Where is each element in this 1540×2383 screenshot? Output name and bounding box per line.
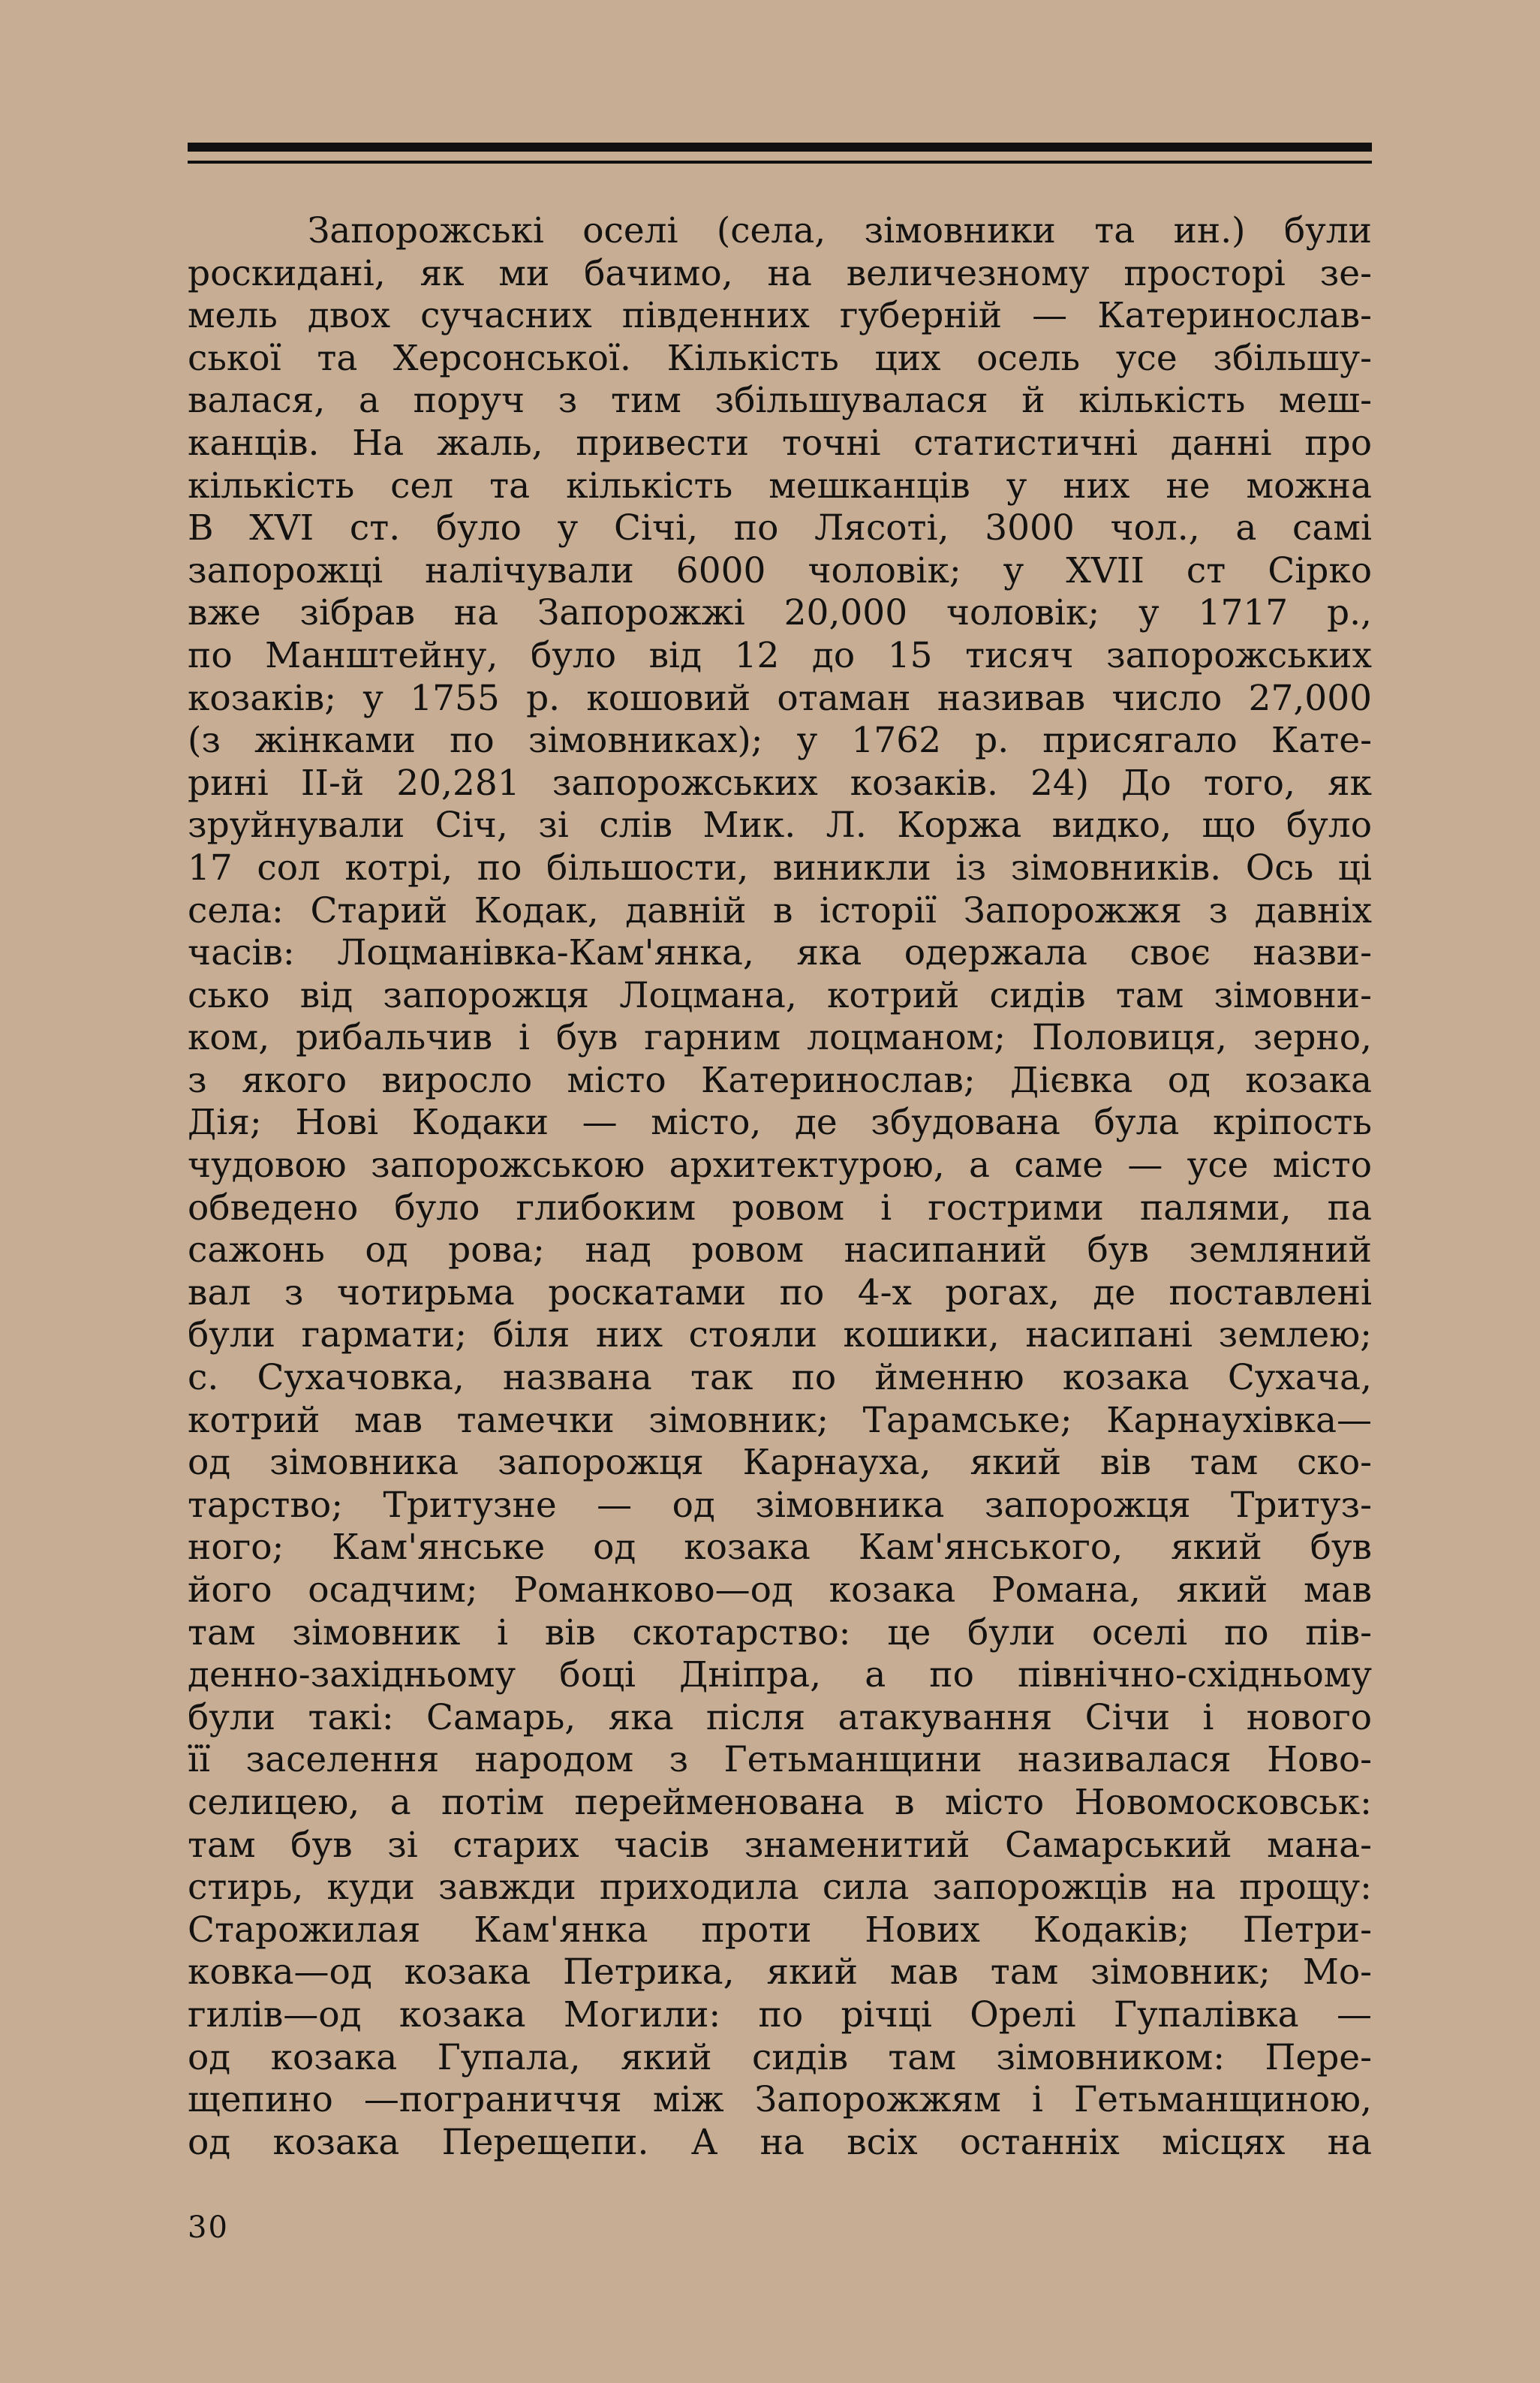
text-line: тарство; Тритузне — од зімовника запорожця Тритуз- [188,1484,1372,1526]
text-line: його осадчим; Романково—од козака Романа, який мав [188,1569,1372,1611]
text-line: (з жінками по зімовниках); у 1762 р. присягало Кате- [188,720,1372,762]
text-line: були такі: Самарь, яка після атакування Січи і нового [188,1696,1372,1738]
text-line: Старожилая Кам'янка проти Нових Кодаків; Петри- [188,1909,1372,1951]
text-line: кількість сел та кількість мешканців у них не можна [188,465,1372,507]
text-line: там зімовник і вів скотарство: це були оселі по пів- [188,1611,1372,1653]
text-line: сажонь од рова; над ровом насипаний був земляний [188,1229,1372,1271]
text-line: мель двох сучасних південних губерній — Катеринослав- [188,295,1372,337]
text-line: стирь, куди завжди приходила сила запорожців на прощу: [188,1867,1372,1909]
text-line: од козака Гупала, який сидів там зімовником: Пере- [188,2036,1372,2078]
text-line: котрий мав тамечки зімовник; Тарамське; Карнаухівка— [188,1399,1372,1441]
text-line: 17 сол котрі, по більшости, виникли із зімовників. Ось ці [188,847,1372,889]
page-number: 30 [188,2210,229,2245]
text-line: були гармати; біля них стояли кошики, насипані землею; [188,1314,1372,1356]
header-rule-thick [188,143,1372,152]
text-line: Запорожські оселі (села, зімовники та ин.) були [308,210,1372,251]
text-line: роскидані, як ми бачимо, на величезному просторі зе- [188,252,1372,294]
text-line: часів: Лоцманівка-Кам'янка, яка одержала своє назви- [188,932,1372,974]
text-line: канців. На жаль, привести точні статистичні данні про [188,422,1372,464]
text-line: Дія; Нові Кодаки — місто, де збудована була кріпость [188,1102,1372,1144]
text-line: од козака Перещепи. А на всіх останніх місцях на [188,2121,1372,2163]
text-line: В XVI ст. було у Січі, по Лясоті, 3000 чол., а самі [188,507,1372,549]
text-line: гилів—од козака Могили: по річці Орелі Гупалівка — [188,1993,1372,2035]
text-line: с. Сухачовка, названа так по йменню козака Сухача, [188,1357,1372,1399]
text-line: зруйнували Січ, зі слів Мик. Л. Коржа видко, що було [188,805,1372,847]
text-line: там був зі старих часів знаменитий Самарський мана- [188,1824,1372,1866]
text-line: денно-західньому боці Дніпра, а по північно-східньому [188,1654,1372,1696]
header-rule-thin [188,161,1372,164]
text-line: рині ІІ-й 20,281 запорожських козаків. 24) До того, як [188,762,1372,804]
text-line: козаків; у 1755 р. кошовий отаман називав число 27,000 [188,677,1372,719]
text-line: села: Старий Кодак, давній в історії Запорожжя з давніх [188,889,1372,931]
text-line: вже зібрав на Запорожжі 20,000 чоловік; у 1717 р., [188,592,1372,634]
text-line: ного; Кам'янське од козака Кам'янського, який був [188,1527,1372,1569]
text-line: по Манштейну, було від 12 до 15 тисяч запорожських [188,634,1372,676]
text-line: сько від запорожця Лоцмана, котрий сидів там зімовни- [188,974,1372,1016]
text-line: чудовою запорожською архитектурою, а саме — усе місто [188,1145,1372,1187]
text-line: од зімовника запорожця Карнауха, який вів там ско- [188,1442,1372,1484]
text-line: ком, рибальчив і був гарним лоцманом; Половиця, зерно, [188,1017,1372,1059]
text-line: ської та Херсонської. Кількість цих осель усе збільшу- [188,337,1372,379]
text-line: з якого виросло місто Катеринослав; Дієвка од козака [188,1059,1372,1101]
text-line: селицею, а потім перейменована в місто Новомосковськ: [188,1781,1372,1823]
text-line: валася, а поруч з тим збільшувалася й кількість меш- [188,380,1372,422]
text-line: запорожці налічували 6000 чоловік; у XVII ст Сірко [188,549,1372,591]
text-line: ковка—од козака Петрика, який мав там зімовник; Мо- [188,1951,1372,1993]
text-line: щепино —пограниччя між Запорожжям і Гетьманщиною, [188,2079,1372,2121]
text-line: обведено було глибоким ровом і гострими палями, па [188,1187,1372,1229]
body-text [188,210,1372,2164]
text-line: вал з чотирьма роскатами по 4-х рогах, де поставлені [188,1271,1372,1313]
text-line: її заселення народом з Гетьманщини називалася Ново- [188,1739,1372,1781]
